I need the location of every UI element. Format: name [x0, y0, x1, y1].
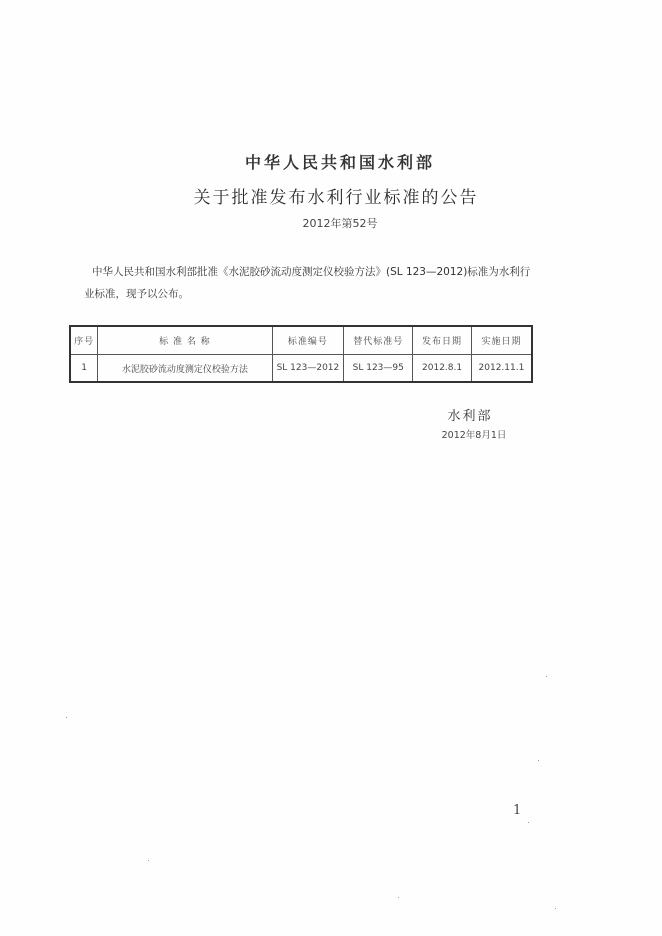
scan-speck — [148, 860, 149, 861]
header-publish-date: 发布日期 — [413, 326, 472, 355]
scan-speck — [555, 908, 556, 909]
announcement-body: 中华人民共和国水利部批准《水泥胶砂流动度测定仪校验方法》(SL 123—2012)标准为水利行业标准，现予以公布。 — [84, 266, 531, 300]
announcement-number: 2012年第52号 — [302, 217, 378, 230]
page-number: 1 — [513, 803, 522, 818]
scan-speck — [398, 897, 399, 898]
cell-name: 水泥胶砂流动度测定仪校验方法 — [98, 355, 272, 383]
cell-code: SL 123—2012 — [272, 355, 344, 383]
signature-org: 水利部 — [447, 409, 493, 424]
scan-speck — [538, 760, 539, 761]
table-row — [70, 355, 532, 383]
table-header-row — [70, 326, 532, 355]
cell-publish-date: 2012.8.1 — [413, 355, 472, 383]
header-code: 标准编号 — [272, 326, 344, 355]
header-seq: 序号 — [70, 326, 98, 355]
header-name: 标 准 名 称 — [98, 326, 272, 355]
scan-speck — [546, 676, 547, 677]
header-replaced: 替代标准号 — [344, 326, 413, 355]
announcement-title: 关于批准发布水利行业标准的公告 — [193, 188, 479, 208]
issuer-heading: 中华人民共和国水利部 — [244, 153, 435, 172]
cell-implement-date: 2012.11.1 — [471, 355, 532, 383]
standards-table — [69, 325, 533, 383]
cell-replaced: SL 123—95 — [344, 355, 413, 383]
cell-seq: 1 — [70, 355, 98, 383]
header-implement-date: 实施日期 — [471, 326, 532, 355]
signature-date: 2012年8月1日 — [441, 430, 507, 441]
scan-speck — [66, 717, 67, 718]
scan-speck — [528, 822, 529, 823]
